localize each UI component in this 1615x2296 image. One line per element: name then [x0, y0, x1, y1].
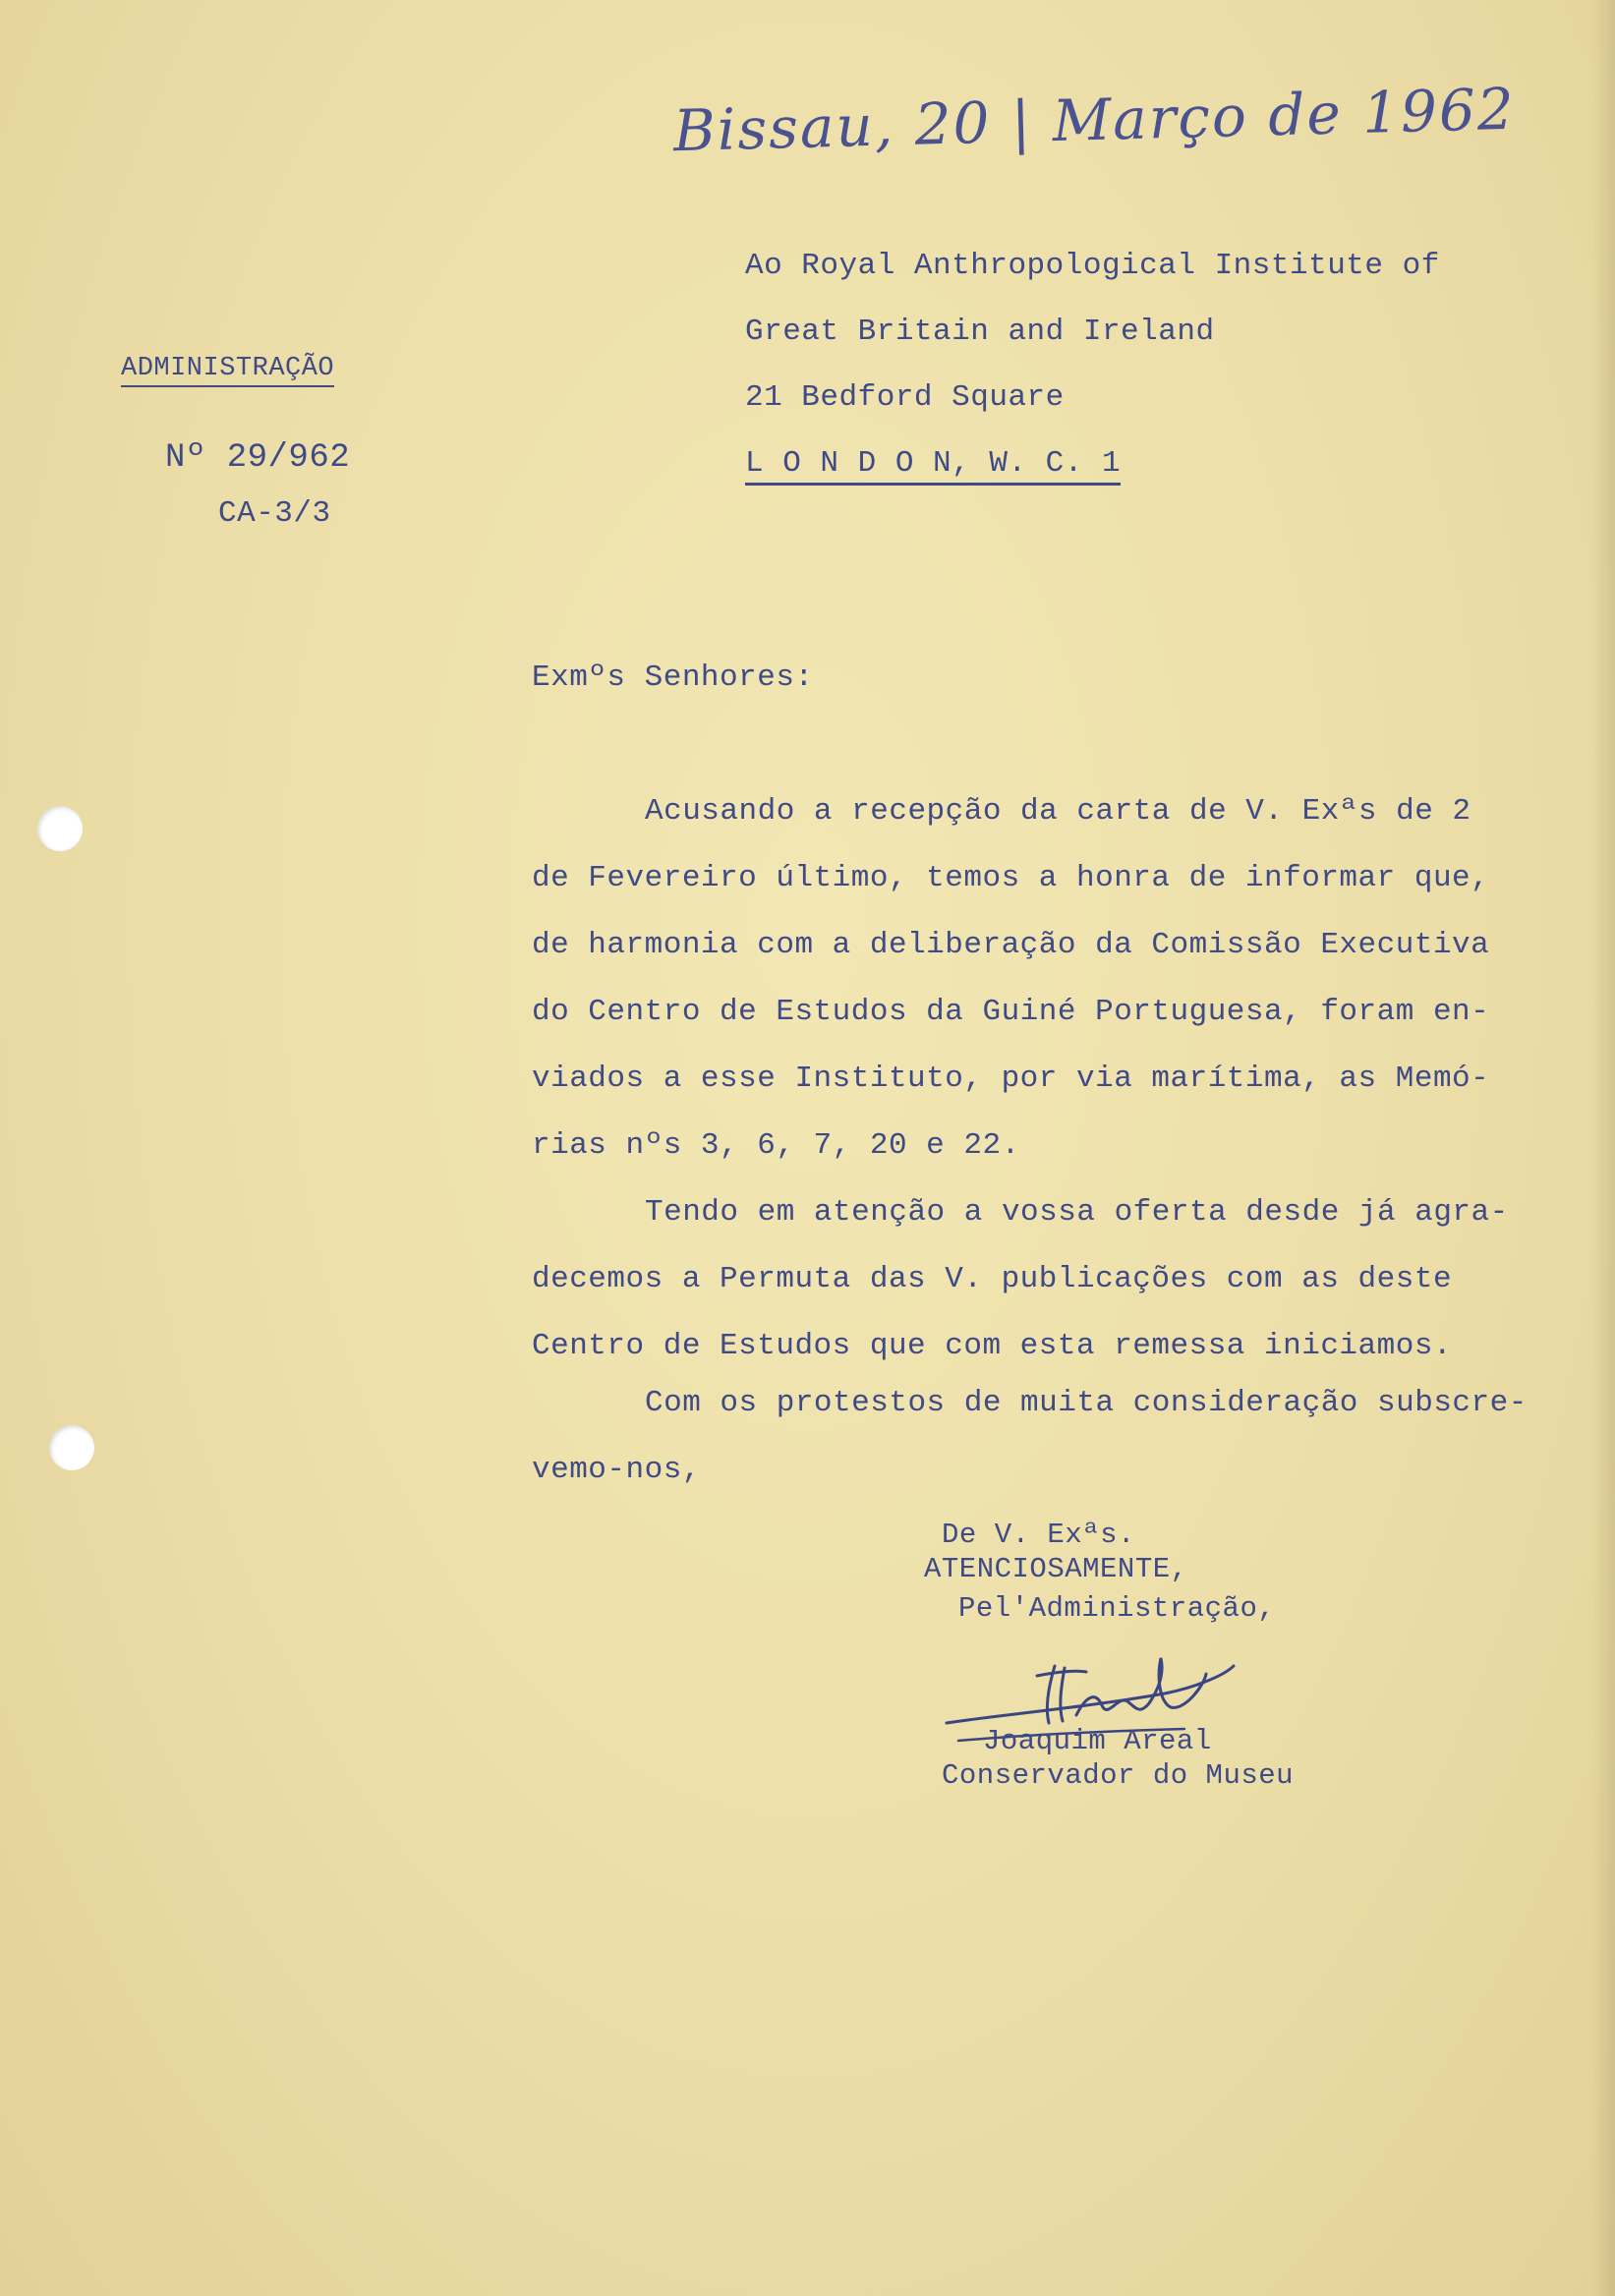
body-line: viados a esse Instituto, por via marítima, as Memó-: [532, 1062, 1490, 1096]
body-line: vemo-nos,: [532, 1453, 701, 1487]
signatory-title: Conservador do Museu: [942, 1759, 1295, 1792]
department-heading: ADMINISTRAÇÃO: [121, 354, 334, 387]
body-line: Centro de Estudos que com esta remessa iniciamos.: [532, 1329, 1453, 1363]
recipient-line-2: Great Britain and Ireland: [745, 315, 1215, 349]
body-line: Acusando a recepção da carta de V. Exªs de 2: [645, 794, 1471, 829]
body-line: de Fevereiro último, temos a honra de informar que,: [532, 861, 1490, 895]
recipient-line-3: 21 Bedford Square: [745, 380, 1065, 415]
recipient-city: L O N D O N, W. C. 1: [745, 446, 1121, 486]
handwritten-date: Bissau, 20 | Março de 1962: [672, 75, 1517, 165]
recipient-line-1: Ao Royal Anthropological Institute of: [745, 249, 1440, 283]
reference-number: Nº 29/962: [165, 439, 351, 477]
reference-code: CA-3/3: [218, 496, 331, 531]
closing-line-3: Pel'Administração,: [958, 1592, 1276, 1625]
body-line: rias nºs 3, 6, 7, 20 e 22.: [532, 1128, 1020, 1163]
punch-hole-bottom: [49, 1425, 94, 1470]
closing-line-1: De V. Exªs.: [942, 1519, 1135, 1551]
signatory-name: Joaquim Areal: [983, 1725, 1212, 1757]
closing-line-2: ATENCIOSAMENTE,: [924, 1553, 1188, 1585]
punch-hole-top: [37, 806, 83, 851]
body-line: Tendo em atenção a vossa oferta desde já agra-: [645, 1195, 1509, 1230]
body-line: decemos a Permuta das V. publicações com as deste: [532, 1262, 1453, 1296]
salutation: Exmºs Senhores:: [532, 660, 814, 695]
body-line: do Centro de Estudos da Guiné Portuguesa, foram en-: [532, 995, 1490, 1029]
body-line: Com os protestos de muita consideração subscre-: [645, 1386, 1528, 1420]
body-line: de harmonia com a deliberação da Comissão Executiva: [532, 928, 1490, 962]
